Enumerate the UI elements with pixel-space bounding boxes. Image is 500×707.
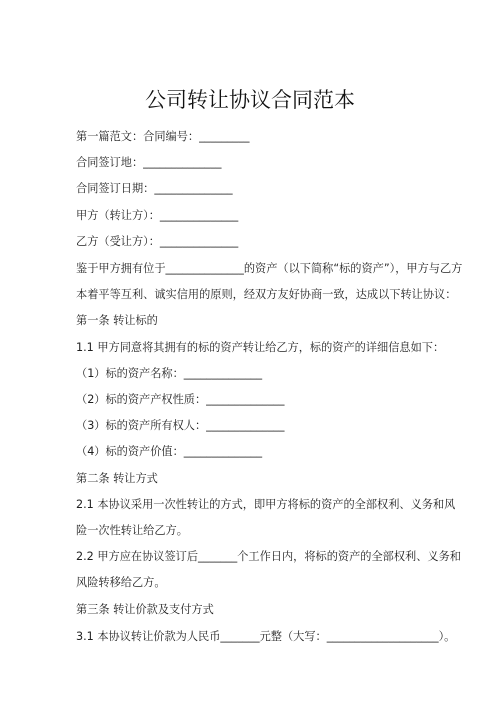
article-1-heading: 第一条 转让标的 (76, 314, 158, 327)
clause-3-1: 3.1 本协议转让价款为人民币_______元整（大写：____________________）。 (76, 630, 456, 643)
asset-value-line: （4）标的资产价值：______________ (76, 445, 263, 458)
clause-1-1: 1.1 甲方同意将其拥有的标的资产转让给乙方，标的资产的详细信息如下： (76, 341, 445, 354)
article-2-heading: 第二条 转让方式 (76, 472, 158, 485)
clause-2-1-line-1: 2.1 本协议采用一次性转让的方式，即甲方将标的资产的全部权利、义务和风 (76, 498, 456, 511)
asset-owner-line: （3）标的资产所有权人：______________ (76, 419, 285, 432)
asset-property-line: （2）标的资产产权性质：______________ (76, 393, 285, 406)
clause-2-1-line-2: 险一次性转让给乙方。 (76, 524, 188, 537)
signing-place-line: 合同签订地：______________ (76, 156, 222, 169)
clause-2-2-line-1: 2.2 甲方应在协议签订后_______个工作日内，将标的资产的全部权利、义务和 (76, 550, 461, 563)
article-3-heading: 第三条 转让价款及支付方式 (76, 603, 214, 616)
preamble-line-2: 本着平等互利、诚实信用的原则，经双方友好协商一致，达成以下转让协议： (76, 288, 457, 301)
document-title: 公司转让协议合同范本 (145, 88, 355, 112)
preamble-line-1: 鉴于甲方拥有位于______________的资产（以下简称“标的资产”），甲方与乙方 (76, 262, 463, 275)
party-b-line: 乙方（受让方）：______________ (76, 235, 239, 248)
contract-number-line: 第一篇范文：合同编号：_________ (76, 130, 250, 143)
asset-name-line: （1）标的资产名称：______________ (76, 367, 263, 380)
clause-2-2-line-2: 风险转移给乙方。 (76, 576, 166, 589)
signing-date-line: 合同签订日期：______________ (76, 182, 233, 195)
party-a-line: 甲方（转让方）：______________ (76, 209, 239, 222)
